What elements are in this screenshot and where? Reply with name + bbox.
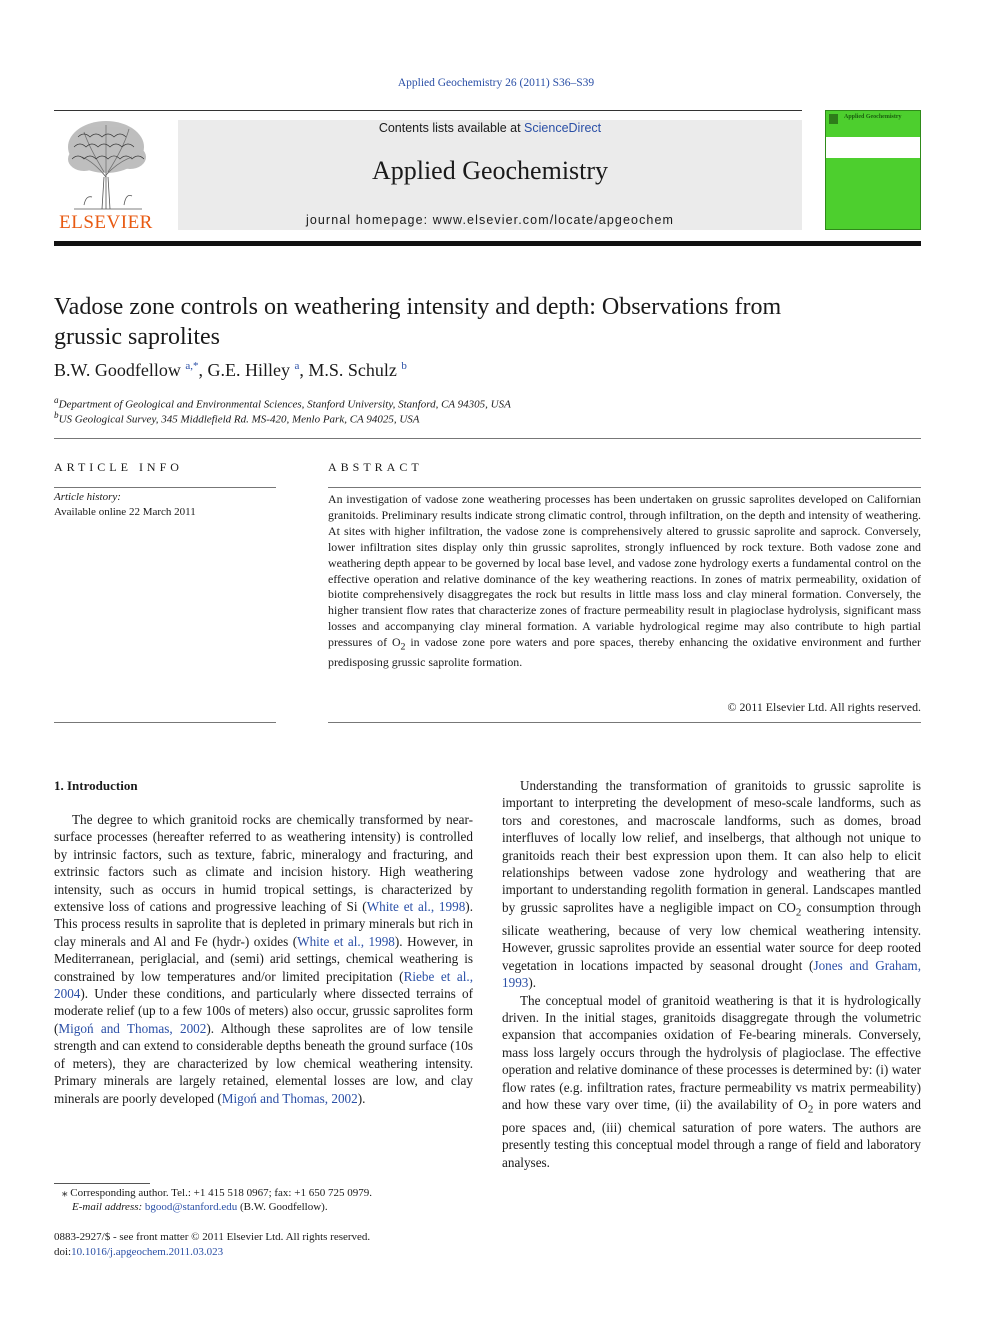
email-suffix: (B.W. Goodfellow). [239, 1201, 328, 1213]
abstract-divider [328, 487, 921, 488]
affiliation-mark: a [54, 395, 59, 405]
paragraph [502, 992, 921, 1172]
journal-cover-thumbnail[interactable] [825, 110, 921, 230]
text-run: ). Although these saprolites are of low tensile strength and can extend to considerable depths beneath the ground surface (10s of meters), they are characterized by low chemical weathering intensity. Primary minerals are largely retained, elemental losses are low, and clay minerals are poorly developed ( [54, 1020, 473, 1106]
elsevier-wordmark: ELSEVIER [59, 212, 153, 233]
corresponding-author-note [62, 1186, 372, 1199]
doi-link[interactable]: 10.1016/j.apgeochem.2011.03.023 [71, 1246, 224, 1258]
article-title: Vadose zone controls on weathering intensity and depth: Observations from grussic saprolites [54, 294, 782, 350]
text-run: The degree to which granitoid rocks are chemically transformed by near-surface processes (hereafter referred to as weathering intensity) is controlled by intrinsic factors, such as texture, fabric, mineralogy and fracturing, and extrinsic factors such as climate and incision history. High weathering intensity, such as occurs in humid tropical settings, is characterized by extensive loss of cations and progressive leaching of Si ( [54, 812, 473, 915]
text-run: Understanding the transformation of granitoids to grussic saprolite is important to interpreting the development of meso-scale landforms, such as tors and corestones, and macroscale landforms, such as domes, broad interfluves of locally low relief, and inselbergs, that although not unique to granitoids reach their best expression upon them. It can also help to elicit relationships between vadose zone hydrology and weathering that are important to understanding regolith formation in general. Landscapes mantled by grussic saprolites have a negligible impact on CO [502, 778, 921, 915]
subscript: 2 [400, 641, 406, 653]
text-run: ). [357, 1090, 366, 1106]
title-divider [54, 438, 921, 439]
text-run: consumption through silicate weathering, because of very low chemical weathering intensity. However, grussic saprolites provide an essential water source for deep rooted vegetation in locations impacted by seasonal drought ( [502, 899, 921, 973]
article-info-heading: ARTICLE INFO [54, 460, 183, 474]
email-link[interactable]: bgood@stanford.edu [144, 1201, 238, 1213]
citation-link[interactable]: White et al., 1998 [297, 933, 395, 949]
cover-band [826, 137, 920, 158]
issn-line: 0883-2927/$ - see front matter © 2011 Elsevier Ltd. All rights reserved. [54, 1231, 371, 1243]
email-note [72, 1201, 328, 1213]
citation-link[interactable]: Migoń and Thomas, 2002 [221, 1090, 358, 1106]
subscript: 2 [807, 1103, 814, 1116]
text-run: ). [528, 975, 537, 991]
text-run: in pore waters and pore spaces and, (iii) chemical saturation of pore waters. The authors are presently testing this conceptual model through a range of field and laboratory analyses. [502, 1096, 921, 1170]
tree-icon [54, 117, 158, 213]
paragraph [54, 811, 473, 1107]
contents-line [178, 121, 802, 135]
history-value: Available online 22 March 2011 [54, 506, 196, 518]
header-thick-rule [54, 241, 921, 246]
text-run: ). This process results in saprolite that is depleted in primary minerals but rich in clay minerals and Al and Fe (hydr-) oxides ( [54, 899, 473, 949]
author-name: M.S. Schulz [308, 360, 397, 380]
affiliation-text: US Geological Survey, 345 Middlefield Rd. MS-420, Menlo Park, CA 94025, USA [58, 413, 420, 426]
author-affiliation-mark[interactable]: b [401, 360, 407, 372]
corresponding-author-text: Corresponding author. Tel.: +1 415 518 0967; fax: +1 650 725 0979. [70, 1187, 372, 1199]
citation-link[interactable]: White et al., 1998 [366, 899, 466, 915]
author-list: B.W. Goodfellow $^{a,*}$, G.E. Hilley $^a$, M.S. Schulz $^b$ [54, 360, 407, 380]
affiliation-a [54, 395, 511, 411]
text-run: ). Under these conditions, and particularly where dissected terrains of moderate relief (up to a few 100s of meters) also occur, grussic saprolites form ( [54, 986, 473, 1036]
abstract-heading: ABSTRACT [328, 460, 423, 474]
subscript: 2 [795, 906, 802, 919]
journal-reference[interactable]: Applied Geochemistry 26 (2011) S36–S39 [397, 77, 595, 89]
body-column-left [54, 811, 473, 1107]
body-column-right [502, 777, 921, 1171]
text-run: ). However, in Mediterranean, periglacial, and (semi) arid settings, chemical weathering is constrained by low temperatures and/or limited precipitation ( [54, 933, 473, 984]
abstract-text [328, 492, 921, 671]
abstract-body: An investigation of vadose zone weathering processes has been undertaken on grussic saprolites developed on Californian granitoids. Preliminary results indicate strong climatic control, through infiltration, on the depth and intensity of weathering. At sites with higher infiltration, the vadose zone is comprehensively altered to grussic saprolite and saprock. Conversely, lower infiltration sites display only thin grussic saprolites, strongly influenced by rock texture. Both vadose zone and weathering depth appear to be governed by local base level, and vadose zone hydrology exerts a fundamental control on the effective operation and relative dominance of the key weathering reactions. In zones of matrix permeability, oxidation of biotite comprehensively disaggregates the rock but results in little mass loss and clay mineral formation. Conversely, the higher transient flow rates that characterize zones of fracture permeability result in plagioclase hydrolysis, significant mass losses and accompanying clay mineral formation. A variable hydrological regime may also contribute to high partial pressures of O [328, 492, 921, 650]
sciencedirect-link[interactable]: ScienceDirect [524, 121, 602, 135]
affiliation-mark: b [54, 410, 59, 420]
citation-link[interactable]: Migoń and Thomas, 2002 [58, 1020, 207, 1036]
abstract-body-end: in vadose zone pore waters and pore spaces, thereby enhancing the oxidative environment and further predisposing grussic saprolite formation. [328, 635, 921, 670]
affiliation-b [54, 410, 419, 426]
citation-link[interactable]: Jones and Graham, 1993 [502, 957, 921, 991]
email-label: E-mail address: [72, 1201, 143, 1213]
footnote-divider [54, 1183, 150, 1184]
history-label: Article history: [54, 491, 121, 503]
article-info-divider [54, 487, 276, 488]
citation-link[interactable]: Riebe et al., 2004 [54, 968, 474, 1002]
header-divider [54, 110, 802, 111]
contents-prefix: Contents lists available at [378, 121, 525, 135]
section-heading: 1. Introduction [54, 778, 138, 793]
author-name: G.E. Hilley [207, 360, 290, 380]
doi-label: doi: [54, 1246, 72, 1258]
cover-logo-icon [829, 114, 838, 124]
author-affiliation-mark[interactable]: a,* [185, 360, 199, 372]
paragraph [502, 777, 921, 992]
author-name: B.W. Goodfellow [54, 360, 181, 380]
footnote-star: ⁎ [62, 1187, 68, 1199]
abstract-bottom-divider [328, 722, 921, 723]
article-info-bottom-divider [54, 722, 276, 723]
cover-title: Applied Geochemistry [844, 114, 902, 120]
affiliation-text: Department of Geological and Environmental Sciences, Stanford University, Stanford, CA 94305, USA [58, 398, 511, 411]
abstract-copyright: © 2011 Elsevier Ltd. All rights reserved. [727, 700, 921, 714]
author-affiliation-mark[interactable]: a [294, 360, 300, 372]
doi-line [54, 1246, 223, 1258]
journal-title: Applied Geochemistry [371, 156, 609, 185]
journal-homepage[interactable]: journal homepage: www.elsevier.com/locate/apgeochem [305, 213, 675, 227]
text-run: The conceptual model of granitoid weathering is that it is hydrologically driven. In the initial stages, granitoids disaggregate through the volumetric expansion that accompanies oxidation of Fe-bearing minerals. Conversely, mass loss largely occurs through the hydrolysis of plagioclase. The effective operation and relative dominance of these processes is determined by: (i) water flow rates (e.g. infiltration rates, fracture permeability vs matrix permeability) and how these vary over time, (ii) the availability of O [502, 992, 921, 1112]
